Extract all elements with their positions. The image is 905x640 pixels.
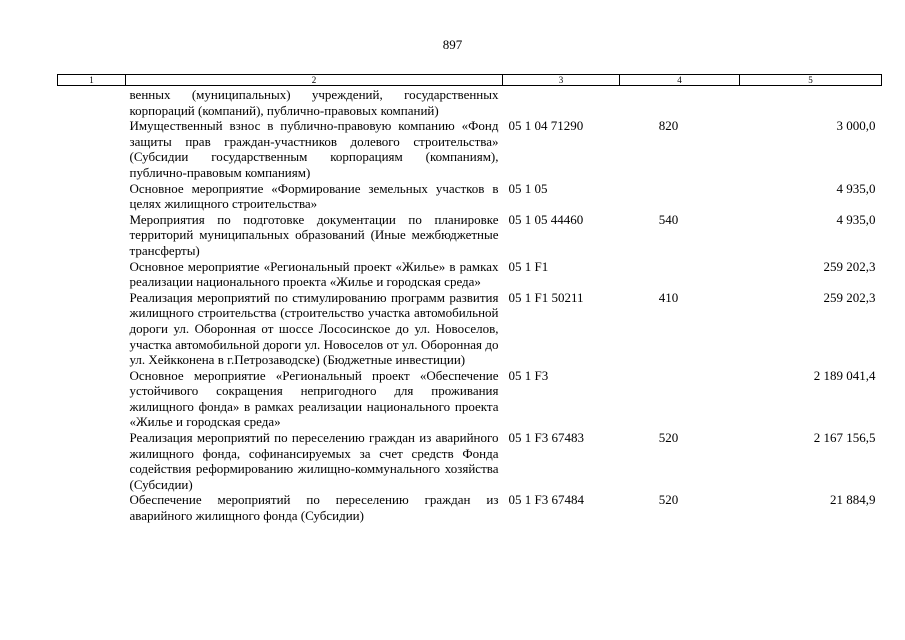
page-number: 897 bbox=[442, 37, 463, 52]
header-col-1: 1 bbox=[58, 75, 126, 86]
row-expense-kind: 520 bbox=[658, 492, 679, 508]
row-amount: 4 935,0 bbox=[836, 211, 876, 227]
row-amount: 259 202,3 bbox=[823, 258, 876, 274]
row-number-cell bbox=[58, 86, 126, 119]
row-description: Основное мероприятие «Формирование земельных участков в целях жилищного строительства» bbox=[129, 180, 499, 212]
table-row bbox=[58, 212, 882, 259]
row-number-cell bbox=[58, 181, 126, 212]
row-description: венных (муниципальных) учреждений, государственных корпораций (компаний), публично-правовых компаний) bbox=[129, 87, 499, 118]
header-col-5: 5 bbox=[740, 75, 882, 86]
table-row bbox=[58, 181, 882, 212]
row-amount: 4 935,0 bbox=[836, 180, 876, 196]
table-row bbox=[58, 430, 882, 492]
row-code bbox=[503, 86, 620, 119]
row-number-cell bbox=[58, 368, 126, 430]
table-header bbox=[58, 75, 882, 86]
row-expense-kind bbox=[620, 86, 740, 119]
row-amount: 21 884,9 bbox=[830, 492, 876, 508]
row-number-cell bbox=[58, 492, 126, 523]
row-description: Реализация мероприятий по переселению граждан из аварийного жилищного фонда, софинансируемых за счет средств Фонда содействия реформированию жилищно-коммунального хозяйства (Субсидии) bbox=[129, 430, 499, 492]
header-col-3: 3 bbox=[503, 75, 620, 86]
row-number-cell bbox=[58, 290, 126, 368]
row-expense-kind: 410 bbox=[658, 289, 679, 305]
row-description: Основное мероприятие «Региональный проект «Обеспечение устойчивого сокращения непригодного для проживания жилищного фонда» в рамках реализации национального проекта «Жилье и городская среда» bbox=[129, 367, 499, 430]
row-code: 05 1 F3 67483 bbox=[508, 430, 584, 446]
row-number-cell bbox=[58, 259, 126, 290]
row-description: Мероприятия по подготовке документации по планировке территорий муниципальных образований (Иные межбюджетные трансферты) bbox=[129, 211, 499, 258]
table-row bbox=[58, 86, 882, 119]
row-expense-kind: 540 bbox=[658, 211, 679, 227]
header-col-2: 2 bbox=[126, 75, 503, 86]
table-body bbox=[58, 86, 882, 524]
table-row bbox=[58, 118, 882, 180]
table-row bbox=[58, 290, 882, 368]
row-description: Основное мероприятие «Региональный проект «Жилье» в рамках реализации национального проекта «Жилье и городская среда» bbox=[129, 258, 499, 290]
row-number-cell bbox=[58, 118, 126, 180]
row-amount: 2 189 041,4 bbox=[813, 367, 876, 383]
budget-table bbox=[57, 74, 882, 524]
row-code: 05 1 F1 50211 bbox=[508, 289, 584, 305]
row-code: 05 1 05 44460 bbox=[508, 211, 584, 227]
row-code: 05 1 F1 bbox=[508, 258, 549, 274]
row-number-cell bbox=[58, 212, 126, 259]
row-amount: 3 000,0 bbox=[836, 118, 876, 134]
row-expense-kind bbox=[620, 368, 740, 430]
row-description: Имущественный взнос в публично-правовую компанию «Фонд защиты прав граждан-участников долевого строительства» (Субсидии государственным корпорациям (компаниям), публично-правовым компаниям) bbox=[129, 118, 499, 180]
table-row bbox=[58, 368, 882, 430]
row-expense-kind: 820 bbox=[658, 118, 679, 134]
row-number-cell bbox=[58, 430, 126, 492]
header-row bbox=[58, 75, 882, 86]
row-description: Обеспечение мероприятий по переселению граждан из аварийного жилищного фонда (Субсидии) bbox=[129, 492, 499, 524]
row-expense-kind bbox=[620, 181, 740, 212]
header-col-4: 4 bbox=[620, 75, 740, 86]
row-expense-kind bbox=[620, 259, 740, 290]
row-code: 05 1 05 bbox=[508, 180, 548, 196]
table-row bbox=[58, 259, 882, 290]
table-row bbox=[58, 492, 882, 523]
row-code: 05 1 04 71290 bbox=[508, 118, 584, 134]
row-amount: 2 167 156,5 bbox=[813, 430, 876, 446]
row-code: 05 1 F3 67484 bbox=[508, 492, 584, 508]
row-amount: 259 202,3 bbox=[823, 289, 876, 305]
row-expense-kind: 520 bbox=[658, 430, 679, 446]
row-description: Реализация мероприятий по стимулированию программ развития жилищного строительства (строительство участка автомобильной дороги ул. Оборонная от шоссе Лососинское до ул. Новоселов, участка автомобильной дороги ул. Новоселов от ул. Оборонная до ул. Хейкконена в г.Петрозаводске) (Бюджетные инвестиции) bbox=[129, 289, 499, 368]
row-code: 05 1 F3 bbox=[508, 367, 549, 383]
row-amount bbox=[740, 86, 882, 119]
